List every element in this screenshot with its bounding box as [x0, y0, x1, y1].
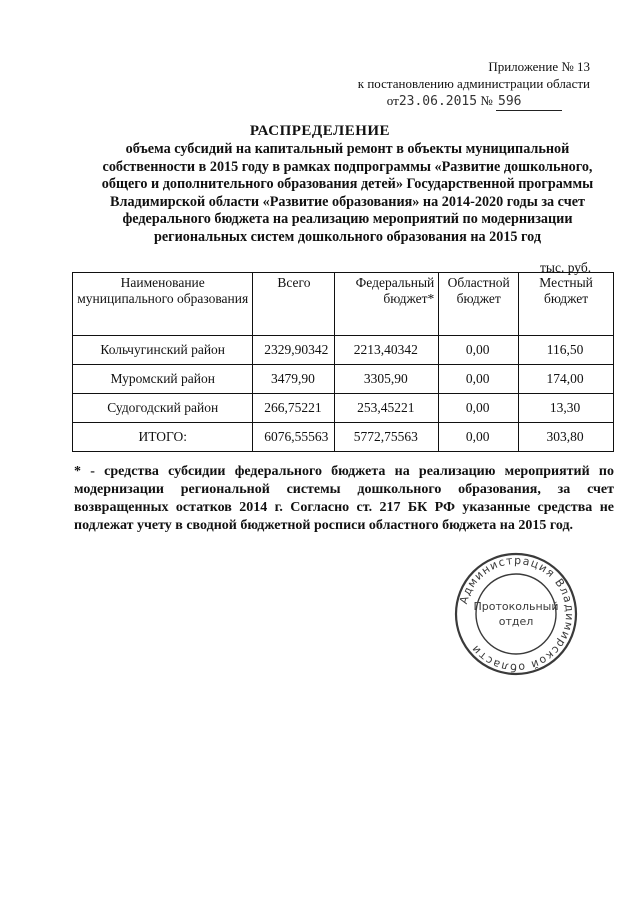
- appendix-date-line: [300, 92, 590, 111]
- units-label: тыс. руб.: [540, 260, 592, 275]
- header-municipality: Наименование муниципального образования: [73, 273, 253, 336]
- header-regional: Областной бюджет: [439, 273, 519, 336]
- decree-number-line: [496, 92, 562, 111]
- document-subtitle: объема субсидий на капитальный ремонт в объекты муниципальной собственности в 2015 году в рамках подпрограммы «Развитие дошкольного, общего и дополнительного образования детей» Государственной программы Владимирской области «Развитие образования» на 2014-2020 годы за счет федерального бюджета на реализацию мероприятий по модернизации региональных систем дошкольного образования на 2015 год: [101, 141, 594, 245]
- cell-total: 3479,90: [253, 365, 335, 394]
- cell-municipality: Кольчугинский район: [73, 336, 253, 365]
- cell-regional: 0,00: [439, 394, 519, 423]
- cell-municipality: Муромский район: [73, 365, 253, 394]
- cell-federal: 253,45221: [335, 394, 439, 423]
- cell-total-local: 303,80: [519, 423, 614, 452]
- cell-local: 174,00: [519, 365, 614, 394]
- cell-total-sum: 6076,55563: [253, 423, 335, 452]
- cell-total-regional: 0,00: [439, 423, 519, 452]
- table-row: [73, 394, 614, 423]
- cell-local: 13,30: [519, 394, 614, 423]
- footnote: * - средства субсидии федерального бюджета на реализацию мероприятий по модернизации региональной системы дошкольного образования, за счет возвращенных остатков 2014 г. Согласно ст. 217 БК РФ указанные средства не подлежат учету в сводной бюджетной росписи областного бюджета на 2015 год.: [74, 464, 614, 533]
- header-total: Всего: [253, 273, 335, 336]
- cell-regional: 0,00: [439, 365, 519, 394]
- document-title: РАСПРЕДЕЛЕНИЕ: [249, 123, 391, 139]
- decree-number: 596: [498, 94, 522, 109]
- cell-municipality: Судогодский район: [73, 394, 253, 423]
- number-prefix: №: [480, 93, 493, 108]
- appendix-block: [300, 58, 590, 111]
- decree-date: 23.06.2015: [398, 94, 478, 109]
- header-local: Местный бюджет: [519, 273, 614, 336]
- cell-regional: 0,00: [439, 336, 519, 365]
- table-total-row: [73, 423, 614, 452]
- stamp-ring-text: Администрация Владимирской области: [457, 553, 577, 675]
- date-prefix: от: [386, 93, 399, 108]
- stamp-center-line1: Протокольный: [473, 600, 559, 613]
- stamp-center-line2: отдел: [498, 615, 534, 628]
- stamp-seal: [446, 552, 586, 676]
- cell-total-label: ИТОГО:: [73, 423, 253, 452]
- header-federal: Федеральный бюджет*: [335, 273, 439, 336]
- cell-local: 116,50: [519, 336, 614, 365]
- cell-federal: 3305,90: [335, 365, 439, 394]
- cell-total: 2329,90342: [253, 336, 335, 365]
- cell-total: 266,75221: [253, 394, 335, 423]
- cell-total-federal: 5772,75563: [335, 423, 439, 452]
- appendix-title: Приложение № 13: [488, 59, 590, 74]
- table-row: [73, 336, 614, 365]
- table-header-row: [73, 273, 614, 336]
- appendix-decree: к постановлению администрации области: [357, 76, 590, 91]
- table-row: [73, 365, 614, 394]
- stamp-inner-ring: [476, 574, 556, 654]
- distribution-table: [72, 272, 614, 452]
- cell-federal: 2213,40342: [335, 336, 439, 365]
